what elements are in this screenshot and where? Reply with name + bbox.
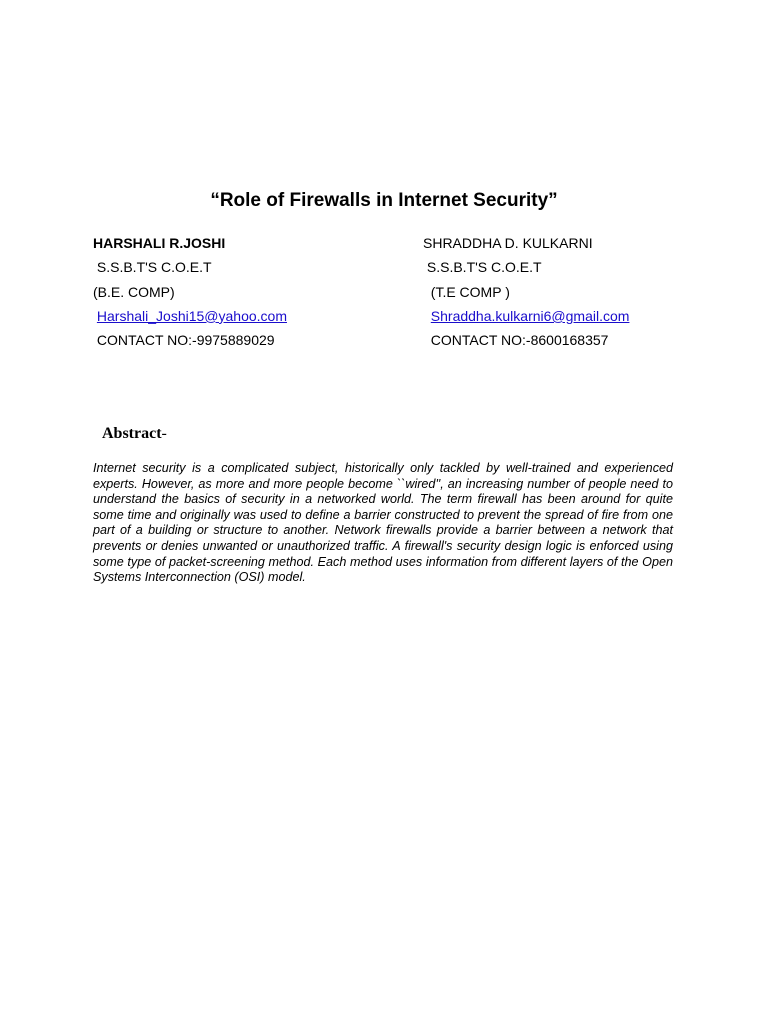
author-email-link[interactable]: Harshali_Joshi15@yahoo.com <box>96 307 287 324</box>
author-block-1 <box>93 231 287 352</box>
author-email-link[interactable]: Shraddha.kulkarni6@gmail.com <box>430 307 630 324</box>
author-contact: CONTACT NO:-8600168357 <box>423 332 609 349</box>
author-contact: CONTACT NO:-9975889029 <box>93 332 275 349</box>
author-name: SHRADDHA D. KULKARNI <box>423 235 593 251</box>
author-course: (B.E. COMP) <box>93 283 175 300</box>
paper-title: “Role of Firewalls in Internet Security” <box>210 190 558 211</box>
author-block-2 <box>423 231 629 352</box>
author-name: HARSHALI R.JOSHI <box>93 235 226 251</box>
abstract-heading-dash: - <box>161 425 167 442</box>
abstract-text: Internet security is a complicated subject, historically only tackled by well-trained and experienced experts. However, as more and more people become ``wired'', an increasing number of people need to understand the basics of security in a networked world. The term firewall has been around for quite some time and originally was used to define a barrier constructed to prevent the spread of fire from one part of a building or structure to another. Network firewalls provide a barrier between a network that prevents or denies unwanted or unauthorized traffic. A firewall's security design logic is enforced using some type of packet-screening method. Each method uses information from different layers of the Open Systems Interconnection (OSI) model. <box>93 461 673 585</box>
author-email-line <box>93 304 287 328</box>
author-institution: S.S.B.T'S C.O.E.T <box>423 259 542 276</box>
author-institution: S.S.B.T'S C.O.E.T <box>93 259 212 276</box>
abstract-heading <box>102 425 167 443</box>
author-course: (T.E COMP ) <box>423 283 510 300</box>
author-email-line <box>423 304 629 328</box>
abstract-heading-label: Abstract <box>102 425 162 442</box>
